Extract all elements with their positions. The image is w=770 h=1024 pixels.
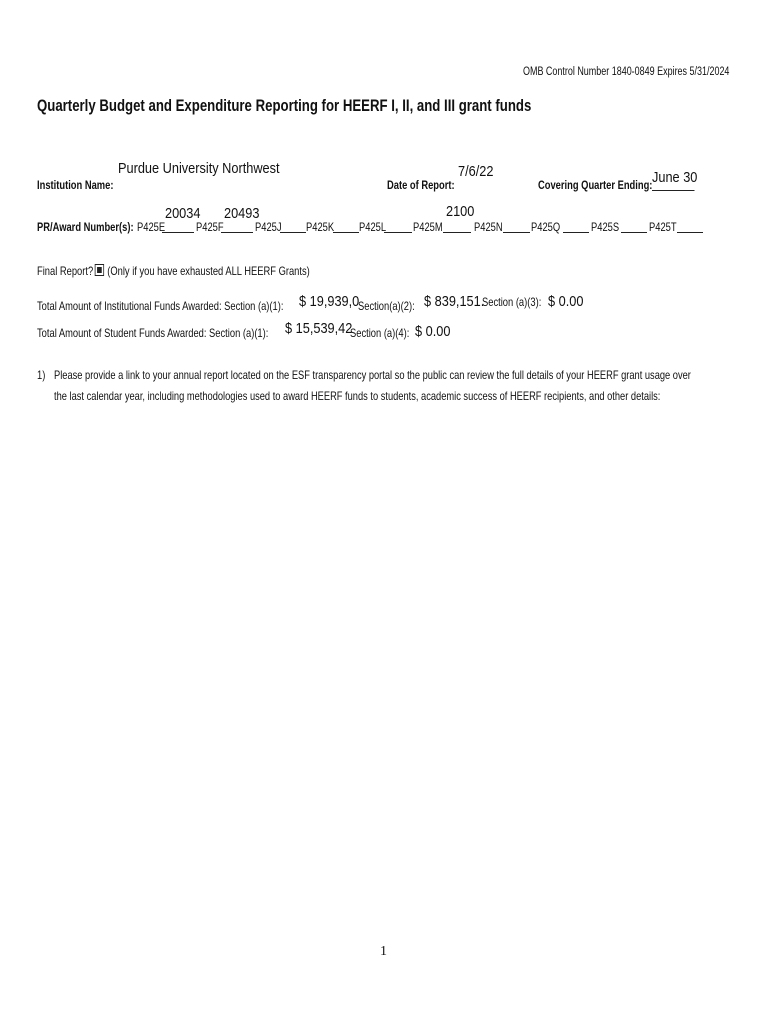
section-a4-field[interactable]: $ 0.00: [415, 323, 451, 340]
student-funds-field[interactable]: $ 15,539,42: [285, 320, 353, 337]
section-a4-label: Section (a)(4):: [350, 326, 410, 340]
page-number: 1: [380, 944, 387, 959]
pr-code-p425j: P425J: [255, 220, 282, 234]
pr-line-p425f[interactable]: [221, 232, 253, 233]
pr-code-p425q: P425Q: [531, 220, 561, 234]
pr-code-p425e: P425E: [137, 220, 166, 234]
final-report-row: [37, 264, 310, 278]
institution-name-field[interactable]: Purdue University Northwest: [118, 160, 280, 177]
pr-field-p425f[interactable]: 20493: [224, 205, 260, 222]
pr-line-p425q[interactable]: [563, 232, 589, 233]
pr-line-p425j[interactable]: [280, 232, 306, 233]
pr-code-p425l: P425L: [359, 220, 387, 234]
pr-field-p425e[interactable]: 20034: [165, 205, 201, 222]
final-report-checkbox[interactable]: [95, 264, 104, 276]
pr-line-p425l[interactable]: [384, 232, 412, 233]
final-report-label: Final Report?: [37, 264, 94, 278]
pr-code-p425k: P425K: [306, 220, 335, 234]
pr-code-p425s: P425S: [591, 220, 620, 234]
pr-line-p425n[interactable]: [503, 232, 530, 233]
date-of-report-field[interactable]: 7/6/22: [458, 163, 494, 180]
question-1-line-2: the last calendar year, including methodologies used to award HEERF funds to students, academic success of HEERF recipients, and other details:: [54, 389, 661, 403]
date-of-report-label: Date of Report:: [387, 178, 455, 192]
covering-quarter-label: Covering Quarter Ending:: [538, 178, 653, 192]
section-a3-label: Section (a)(3):: [482, 295, 542, 309]
covering-quarter-field[interactable]: June 30: [652, 169, 695, 191]
institutional-funds-field[interactable]: $ 19,939,0: [299, 293, 360, 310]
institution-name-label: Institution Name:: [37, 178, 114, 192]
pr-line-p425t[interactable]: [677, 232, 703, 233]
pr-line-p425k[interactable]: [333, 232, 359, 233]
pr-code-p425f: P425F: [196, 220, 224, 234]
pr-field-p425m[interactable]: 2100: [446, 203, 475, 220]
pr-code-p425m: P425M: [413, 220, 443, 234]
section-a2-field[interactable]: $ 839,151.: [424, 293, 485, 310]
final-report-note: (Only if you have exhausted ALL HEERF Grants): [107, 264, 310, 278]
omb-control-number: OMB Control Number 1840-0849 Expires 5/31/2024: [523, 66, 730, 78]
pr-code-p425t: P425T: [649, 220, 677, 234]
pr-line-p425e[interactable]: [162, 232, 194, 233]
section-a2-label: Section(a)(2):: [358, 299, 415, 313]
question-1-number: 1): [37, 368, 46, 382]
institutional-funds-label: Total Amount of Institutional Funds Awarded: Section (a)(1):: [37, 299, 284, 313]
pr-award-label: PR/Award Number(s):: [37, 220, 134, 234]
pr-code-p425n: P425N: [474, 220, 503, 234]
student-funds-label: Total Amount of Student Funds Awarded: Section (a)(1):: [37, 326, 269, 340]
pr-line-p425s[interactable]: [621, 232, 647, 233]
pr-line-p425m[interactable]: [443, 232, 471, 233]
form-title: Quarterly Budget and Expenditure Reporting for HEERF I, II, and III grant funds: [37, 97, 532, 115]
question-1-line-1: Please provide a link to your annual report located on the ESF transparency portal so the public can review the full details of your HEERF grant usage over: [54, 368, 691, 382]
section-a3-field[interactable]: $ 0.00: [548, 293, 584, 310]
